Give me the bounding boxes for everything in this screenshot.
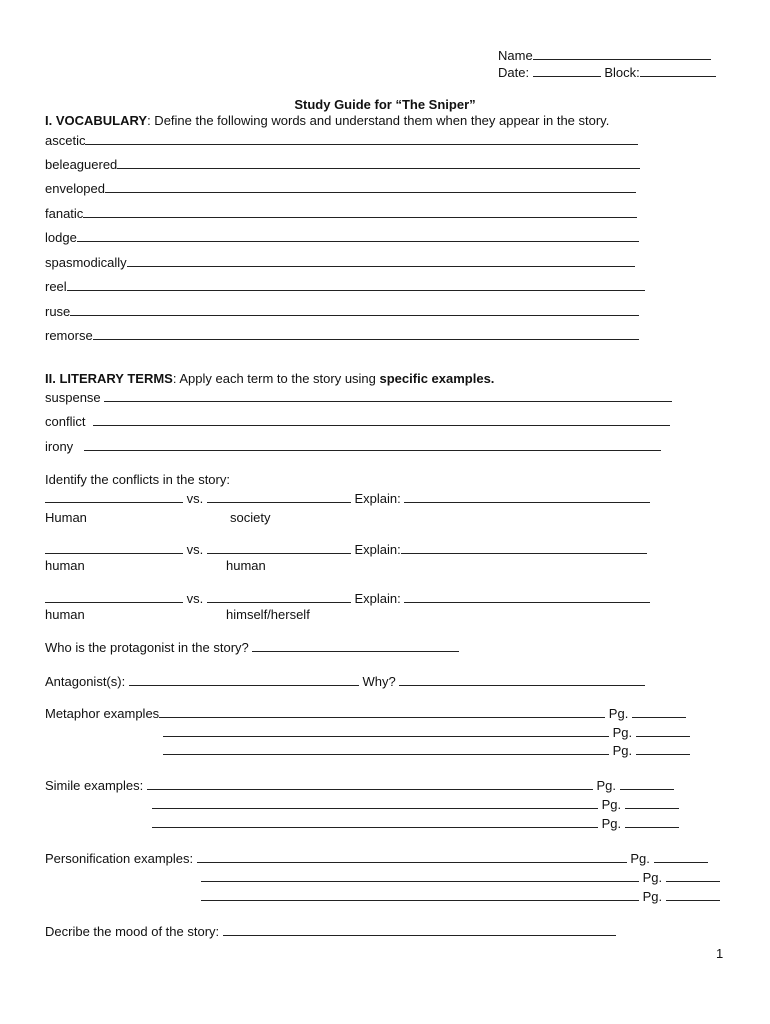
vocab-word: ruse [45, 304, 71, 319]
term-item[interactable] [45, 440, 661, 453]
protagonist-question[interactable] [45, 641, 459, 654]
literary-terms-instruction-bold: specific examples. [379, 371, 495, 386]
simile-row[interactable] [152, 817, 679, 830]
vocab-word: fanatic [45, 206, 84, 221]
conflict-left-label: human [45, 558, 85, 573]
vs-label: vs. [186, 491, 204, 506]
conflict-right-label: human [226, 558, 266, 573]
personification-row[interactable] [201, 890, 720, 903]
vocab-word: ascetic [45, 133, 86, 148]
vocab-item[interactable] [45, 329, 639, 342]
name-field[interactable] [498, 49, 711, 62]
conflict-row[interactable] [45, 592, 650, 605]
vocab-item[interactable] [45, 280, 645, 293]
conflict-row[interactable] [45, 492, 650, 505]
vocab-word: beleaguered [45, 157, 118, 172]
page-title: Study Guide for “The Sniper” [294, 97, 476, 112]
conflict-row[interactable] [45, 543, 647, 556]
date-label: Date: [498, 65, 530, 80]
vocabulary-instruction: : Define the following words and understand them when they appear in the story. [147, 113, 610, 128]
metaphor-label: Metaphor examples [45, 706, 160, 721]
pg-label: Pg. [596, 778, 617, 793]
pg-label: Pg. [642, 870, 663, 885]
antagonist-question[interactable] [45, 675, 645, 688]
pg-label: Pg. [630, 851, 650, 866]
vocab-item[interactable] [45, 207, 637, 220]
explain-label: Explain: [354, 542, 401, 557]
literary-terms-heading: II. LITERARY TERMS [45, 371, 173, 386]
antagonist-label: Antagonist(s): [45, 674, 126, 689]
vocab-word: lodge [45, 230, 77, 245]
literary-terms-heading-line [45, 372, 494, 385]
pg-label: Pg. [601, 797, 622, 812]
vocab-item[interactable] [45, 158, 640, 171]
why-label: Why? [362, 674, 396, 689]
mood-question[interactable] [45, 925, 616, 938]
vocab-item[interactable] [45, 231, 639, 244]
vocab-word: reel [45, 279, 67, 294]
vocab-word: spasmodically [45, 255, 127, 270]
conflict-right-label: himself/herself [226, 607, 310, 622]
mood-label: Decribe the mood of the story: [45, 924, 220, 939]
metaphor-row[interactable] [163, 744, 690, 757]
pg-label: Pg. [608, 706, 629, 721]
name-label: Name [498, 48, 533, 63]
conflict-left-label: human [45, 607, 85, 622]
pg-label: Pg. [642, 889, 663, 904]
literary-terms-instruction: : Apply each term to the story using [172, 371, 380, 386]
conflicts-prompt: Identify the conflicts in the story: [45, 472, 230, 487]
conflict-right-label: society [230, 510, 271, 525]
personification-row[interactable] [201, 871, 720, 884]
pg-label: Pg. [601, 816, 622, 831]
vocab-item[interactable] [45, 256, 635, 269]
simile-row[interactable] [45, 779, 674, 792]
pg-label: Pg. [612, 743, 633, 758]
protagonist-label: Who is the protagonist in the story? [45, 640, 249, 655]
vocab-item[interactable] [45, 182, 636, 195]
block-blank[interactable] [640, 66, 716, 77]
vocab-item[interactable] [45, 134, 638, 147]
vocab-word: remorse [45, 328, 93, 343]
date-blank[interactable] [533, 66, 601, 77]
metaphor-row[interactable] [163, 726, 690, 739]
personification-row[interactable] [45, 852, 708, 865]
pg-label: Pg. [612, 725, 633, 740]
term-label: conflict [45, 414, 86, 429]
term-label: suspense [45, 390, 101, 405]
vocabulary-heading: I. VOCABULARY [45, 113, 148, 128]
block-label: Block: [604, 65, 640, 80]
explain-label: Explain: [354, 591, 401, 606]
term-item[interactable] [45, 415, 670, 428]
vs-label: vs. [186, 542, 204, 557]
vocabulary-heading-line [45, 114, 609, 127]
page-number: 1 [716, 946, 724, 961]
vocab-item[interactable] [45, 305, 639, 318]
simile-row[interactable] [152, 798, 679, 811]
personification-label: Personification examples: [45, 851, 194, 866]
vocab-word: enveloped [45, 181, 105, 196]
date-block-field[interactable] [498, 66, 716, 79]
simile-label: Simile examples: [45, 778, 144, 793]
term-item[interactable] [45, 391, 672, 404]
conflict-left-label: Human [45, 510, 87, 525]
vs-label: vs. [186, 591, 204, 606]
explain-label: Explain: [354, 491, 401, 506]
metaphor-row[interactable] [45, 707, 686, 720]
term-label: irony [45, 439, 74, 454]
